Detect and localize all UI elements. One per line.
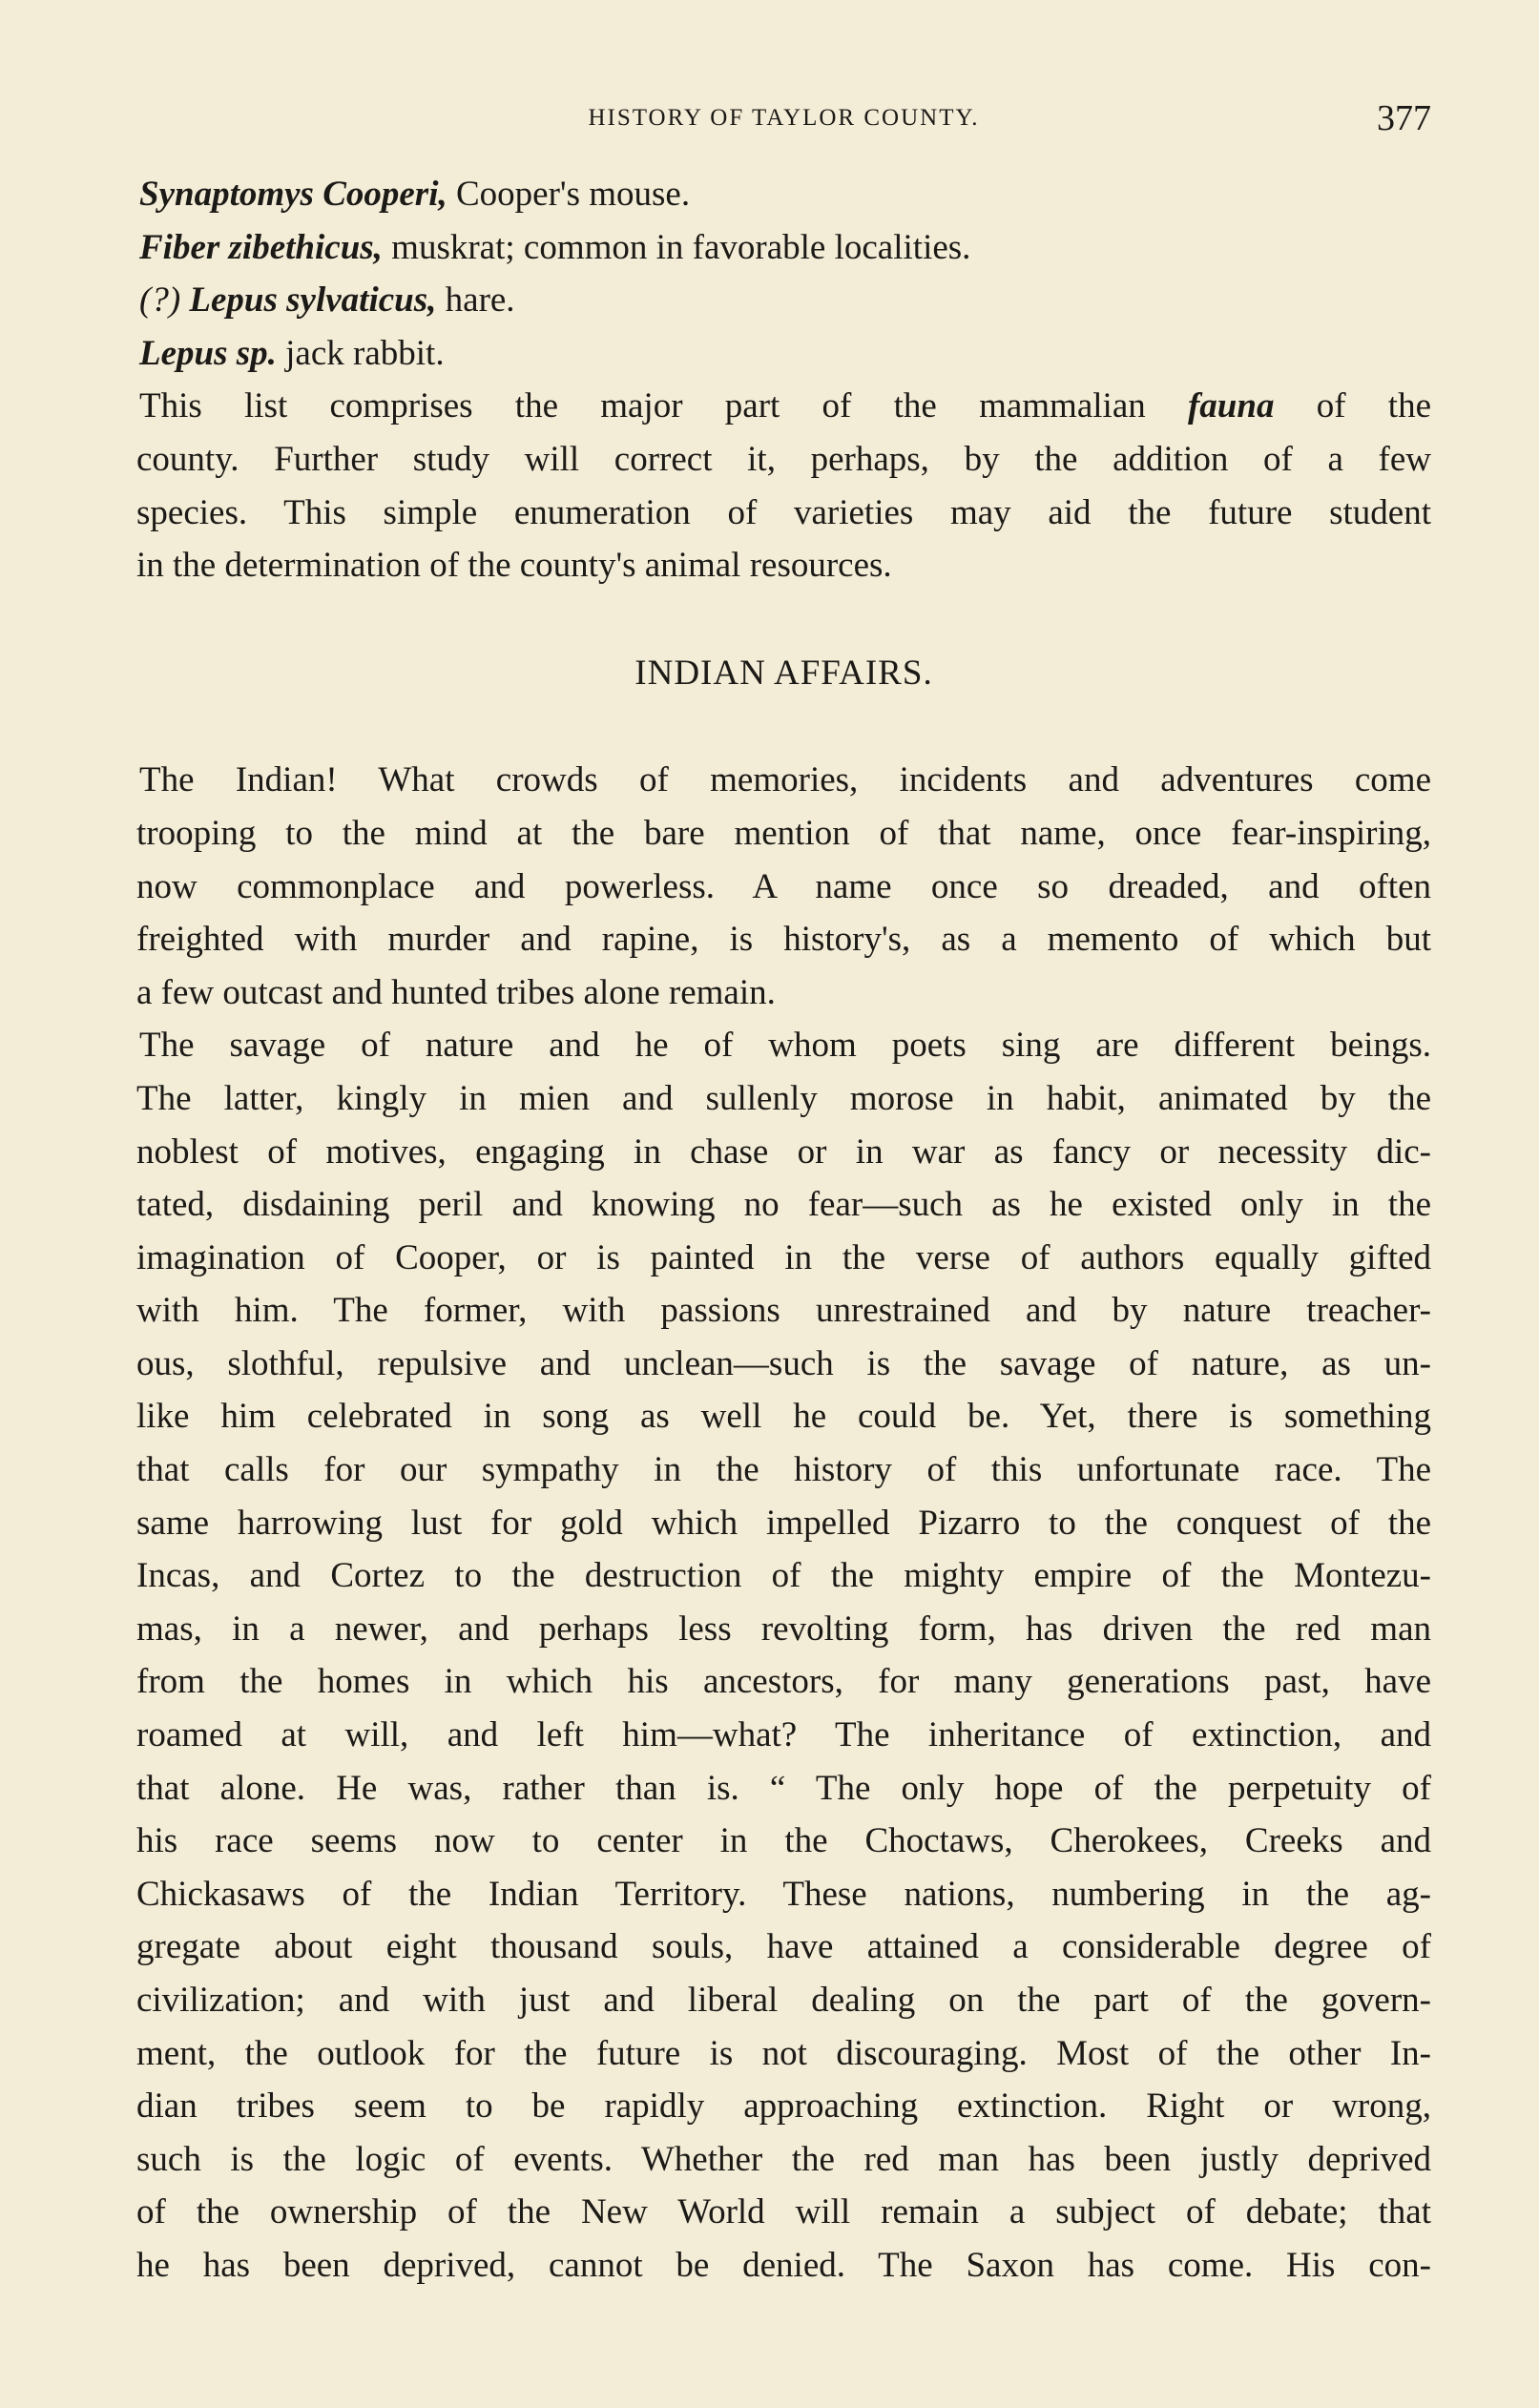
paragraph-line: ous, slothful, repulsive and unclean—such is the savage of nature, as un- [136, 1343, 1431, 1383]
italic-word: fauna [1187, 386, 1275, 426]
species-name: Synaptomys Cooperi, [139, 175, 447, 214]
paragraph-line: dian tribes seem to be rapidly approaching extinction. Right or wrong, [136, 2086, 1431, 2127]
species-entry [136, 327, 1431, 381]
page-number: 377 [1377, 98, 1431, 138]
paragraph-line: civilization; and with just and liberal dealing on the part of the govern- [136, 1981, 1431, 2020]
paragraph-line: he has been deprived, cannot be denied. The Saxon has come. His con- [136, 2245, 1431, 2285]
paragraph-line: like him celebrated in song as well he could be. Yet, there is something [136, 1397, 1431, 1437]
paragraph-line: a few outcast and hunted tribes alone remain. [136, 972, 776, 1012]
paragraph-line: from the homes in which his ancestors, for many generations past, have [136, 1662, 1431, 1702]
paragraph-line: such is the logic of events. Whether the red man has been justly deprived [136, 2139, 1431, 2179]
paragraph-line: noblest of motives, engaging in chase or in war as fancy or necessity dic- [136, 1131, 1431, 1172]
paragraph-line: freighted with murder and rapine, is history's, as a memento of which but [136, 920, 1431, 960]
body-text [136, 168, 1431, 2293]
species-entry [136, 274, 1431, 327]
section-heading: INDIAN AFFAIRS. [634, 653, 933, 693]
fauna-paragraph-line: in the determination of the county's animal resources. [136, 546, 892, 586]
paragraph-line: roamed at will, and left him—what? The inheritance of extinction, and [136, 1715, 1431, 1755]
running-head: HISTORY OF TAYLOR COUNTY. [588, 105, 980, 131]
species-name: Lepus sylvaticus, [189, 280, 437, 321]
paragraph-line: gregate about eight thousand souls, have attained a considerable degree of [136, 1927, 1431, 1967]
fauna-paragraph-line: county. Further study will correct it, perhaps, by the addition of a few [136, 439, 1431, 479]
paragraph-line: ment, the outlook for the future is not discouraging. Most of the other In- [136, 2033, 1431, 2073]
paragraph-line: tated, disdaining peril and knowing no fear—such as he existed only in the [136, 1185, 1431, 1225]
paragraph-line: of the ownership of the New World will remain a subject of debate; that [136, 2192, 1431, 2232]
species-prefix: (?) [139, 280, 190, 321]
paragraph-line: his race seems now to center in the Choctaws, Cherokees, Creeks and [136, 1821, 1431, 1861]
paragraph-line: Chickasaws of the Indian Territory. These nations, numbering in the ag- [136, 1874, 1431, 1914]
species-name: Lepus sp. [139, 333, 277, 373]
species-description: muskrat; common in favorable localities. [382, 227, 971, 267]
paragraph-line: The latter, kingly in mien and sullenly morose in habit, animated by the [136, 1078, 1431, 1118]
paragraph-line: that calls for our sympathy in the history of this unfortunate race. The [136, 1450, 1431, 1490]
paragraph-line: same harrowing lust for gold which impelled Pizarro to the conquest of the [136, 1503, 1431, 1543]
paragraph-line: now commonplace and powerless. A name once so dreaded, and often [136, 866, 1431, 906]
paragraph-line: Incas, and Cortez to the destruction of the mighty empire of the Montezu- [136, 1556, 1431, 1596]
paragraph-line: with him. The former, with passions unrestrained and by nature treacher- [136, 1291, 1431, 1331]
fauna-paragraph-line: species. This simple enumeration of varieties may aid the future student [136, 492, 1431, 532]
fauna-paragraph-line [136, 380, 1431, 433]
text-span: of the [1274, 386, 1431, 426]
species-entry [136, 221, 1431, 275]
paragraph-line: imagination of Cooper, or is painted in the verse of authors equally gifted [136, 1237, 1431, 1277]
paragraph-line: trooping to the mind at the bare mention of that name, once fear-inspiring, [136, 813, 1431, 853]
paragraph-line: The savage of nature and he of whom poets sing are different beings. [139, 1026, 1431, 1066]
species-description: Cooper's mouse. [447, 175, 691, 214]
paragraph-line: that alone. He was, rather than is. “ The only hope of the perpetuity of [136, 1768, 1431, 1808]
page-header [136, 97, 1431, 147]
species-name: Fiber zibethicus, [139, 227, 383, 267]
species-description: jack rabbit. [276, 333, 445, 373]
paragraph-line: mas, in a newer, and perhaps less revolting form, has driven the red man [136, 1609, 1431, 1649]
species-entry [136, 168, 1431, 221]
paragraph-line: The Indian! What crowds of memories, incidents and adventures come [139, 760, 1431, 800]
species-description: hare. [436, 280, 515, 321]
text-span: This list comprises the major part of the mammalian [139, 386, 1188, 426]
